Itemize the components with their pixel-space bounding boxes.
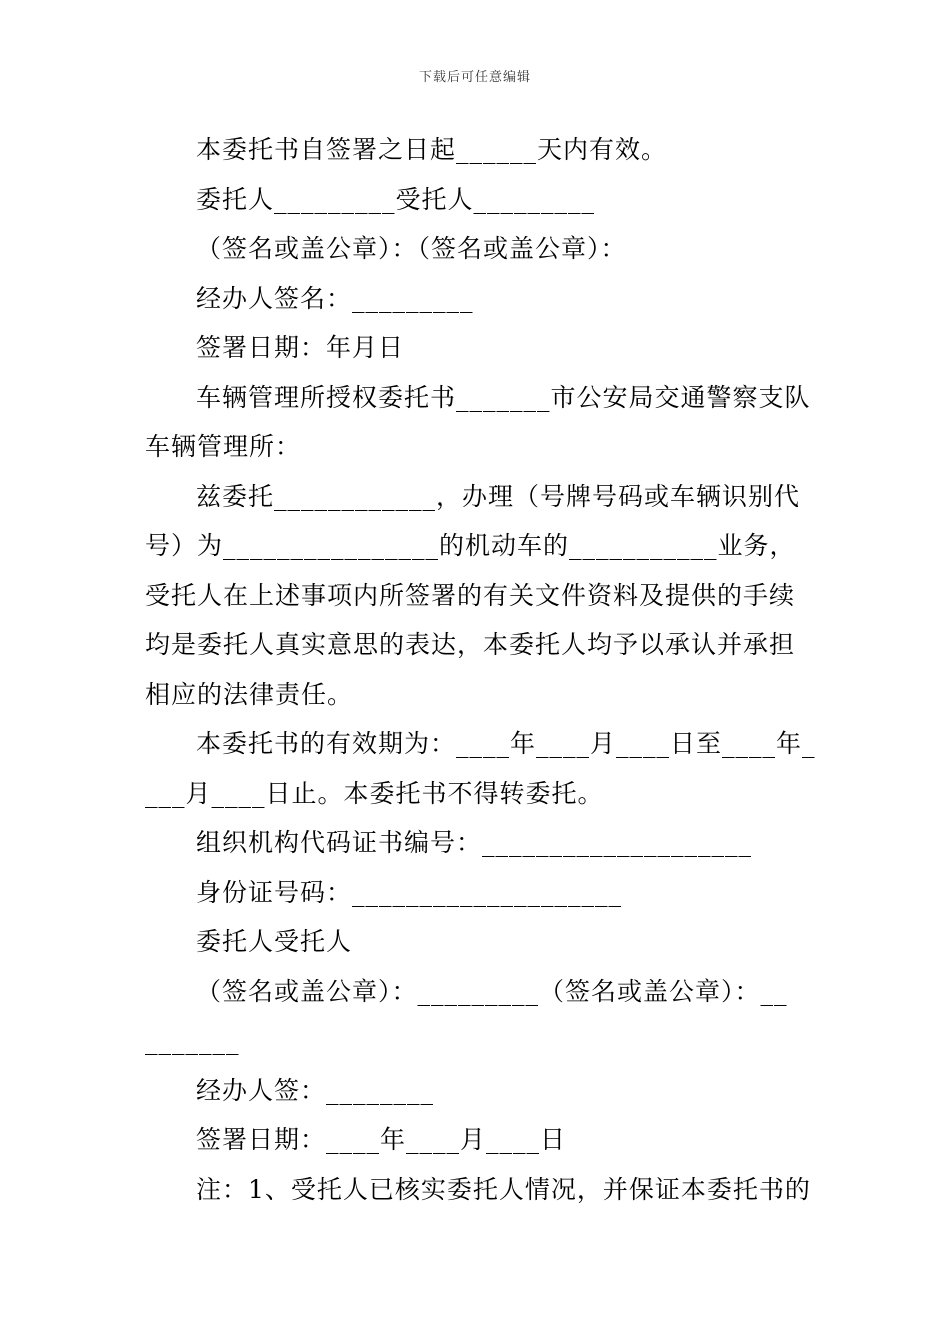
org-code-line: 组织机构代码证书编号：____________________ <box>196 828 753 857</box>
validity-days-line: 本委托书自签署之日起______天内有效。 <box>196 135 668 164</box>
signing-date-full-line: 签署日期：____年____月____日 <box>196 1125 567 1154</box>
entrust-line-1: 兹委托____________，办理（号牌号码或车辆识别代 <box>196 481 801 511</box>
handler-sign-line: 经办人签：________ <box>196 1075 435 1105</box>
principal-agent-line: 委托人_________受托人_________ <box>196 184 596 214</box>
note-line: 注：1、受托人已核实委托人情况，并保证本委托书的 <box>196 1174 811 1204</box>
entrust-line-2: 号）为________________的机动车的___________业务， <box>145 531 796 560</box>
entrust-line-5: 相应的法律责任。 <box>145 679 354 709</box>
authorization-addressee-line: 车辆管理所： <box>145 432 302 461</box>
signature-seal-line: （签名或盖公章）：（签名或盖公章）： <box>196 234 627 263</box>
handler-signature-line: 经办人签名：_________ <box>196 283 474 313</box>
authorization-title-line: 车辆管理所授权委托书_______市公安局交通警察支队 <box>196 382 811 412</box>
seal-fields-line-2: _______ <box>145 1026 240 1055</box>
seal-fields-line-1: （签名或盖公章）：_________（签名或盖公章）：__ <box>196 976 788 1006</box>
entrust-line-4: 均是委托人真实意思的表达，本委托人均予以承认并承担 <box>145 630 796 659</box>
validity-period-line-2: ___月____日止。本委托书不得转委托。 <box>145 778 604 808</box>
entrust-line-3: 受托人在上述事项内所签署的有关文件资料及提供的手续 <box>145 580 796 610</box>
document-body <box>145 125 816 1214</box>
id-number-line: 身份证号码：____________________ <box>196 877 623 907</box>
validity-period-line-1: 本委托书的有效期为：____年____月____日至____年_ <box>196 729 816 758</box>
principal-agent-heading: 委托人受托人 <box>196 927 353 956</box>
header-note: 下载后可任意编辑 <box>418 70 531 85</box>
signing-date-line: 签署日期：年月日 <box>196 333 405 362</box>
